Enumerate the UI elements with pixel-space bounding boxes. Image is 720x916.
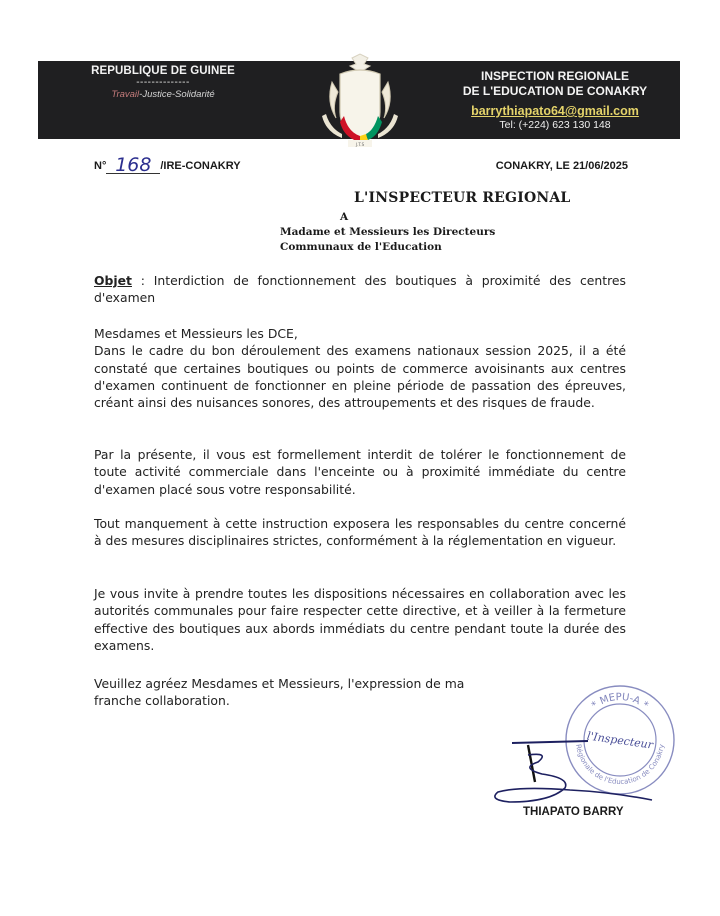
svg-text:J.T.S: J.T.S [355, 142, 365, 147]
country-name: REPUBLIQUE DE GUINEE [91, 65, 235, 77]
paragraph-3: Tout manquement à cette instruction exposera les responsables du centre concerné à des mesures disciplinaires strictes, conformément à la réglementation en vigueur. [94, 516, 626, 549]
subject-line [94, 272, 626, 307]
body-section-1 [94, 325, 626, 411]
reference-number: N° 168 /IRE-CONAKRY [94, 154, 241, 176]
paragraph-2: Par la présente, il vous est formellement interdit de tolérer le fonctionnement de toute activité commerciale dans l'enceinte ou à proximité immédiate du centre d'examen placé sous votre responsabilité. [94, 447, 626, 497]
paragraph-4: Je vous invite à prendre toutes les dispositions nécessaires en collaboration avec les autorités communales pour faire respecter cette directive, et à veiller à la fermeture effective des boutiques aux abords immédiats du centre pendant toute la durée des examens. [94, 586, 626, 653]
recipient-line1: Madame et Messieurs les Directeurs [280, 226, 496, 238]
svg-text:* MEPU-A *: * MEPU-A * [589, 691, 651, 712]
national-motto: Travail-Justice-Solidarité [111, 89, 215, 100]
svg-text:Régionale de l'Education de Co: Régionale de l'Education de Conakry [574, 743, 666, 787]
contact-phone: Tel: (+224) 623 130 148 [499, 119, 611, 131]
signatory-name: THIAPATO BARRY [523, 806, 624, 818]
contact-email[interactable]: barrythiapato64@gmail.com [471, 104, 639, 118]
guinea-coat-of-arms-icon [312, 52, 408, 148]
institution-line1: INSPECTION REGIONALE [480, 69, 629, 83]
paragraph-1: Dans le cadre du bon déroulement des examens nationaux session 2025, il a été constaté que certaines boutiques ou points de commerce avoisinants aux centres d'examen continuent de fonctionner en pleine période de passation des épreuves, créant ainsi des nuisances sonores, des attroupements et des risques de fraude. [94, 343, 626, 411]
recipient-block [280, 225, 495, 255]
subject-text: : Interdiction de fonctionnement des boutiques à proximité des centres d'examen [94, 273, 626, 306]
letterhead-right [450, 69, 660, 132]
sender-title: L'INSPECTEUR REGIONAL [354, 190, 571, 206]
letter-date: CONAKRY, LE 21/06/2025 [495, 160, 628, 172]
separator: -------------- [136, 77, 190, 88]
salutation: Mesdames et Messieurs les DCE, [94, 326, 298, 341]
closing-formula: Veuillez agréez Mesdames et Messieurs, l'expression de ma franche collaboration. [94, 676, 465, 709]
recipient-line2: Communaux de l'Education [280, 241, 442, 253]
handwritten-number: 168 [106, 157, 160, 174]
letterhead-left [88, 65, 238, 100]
institution-line2: DE L'EDUCATION DE CONAKRY [462, 84, 648, 98]
svg-text:l'Inspecteur: l'Inspecteur [586, 729, 654, 752]
subject-label: Objet [94, 273, 132, 288]
to-label: A [340, 211, 349, 223]
